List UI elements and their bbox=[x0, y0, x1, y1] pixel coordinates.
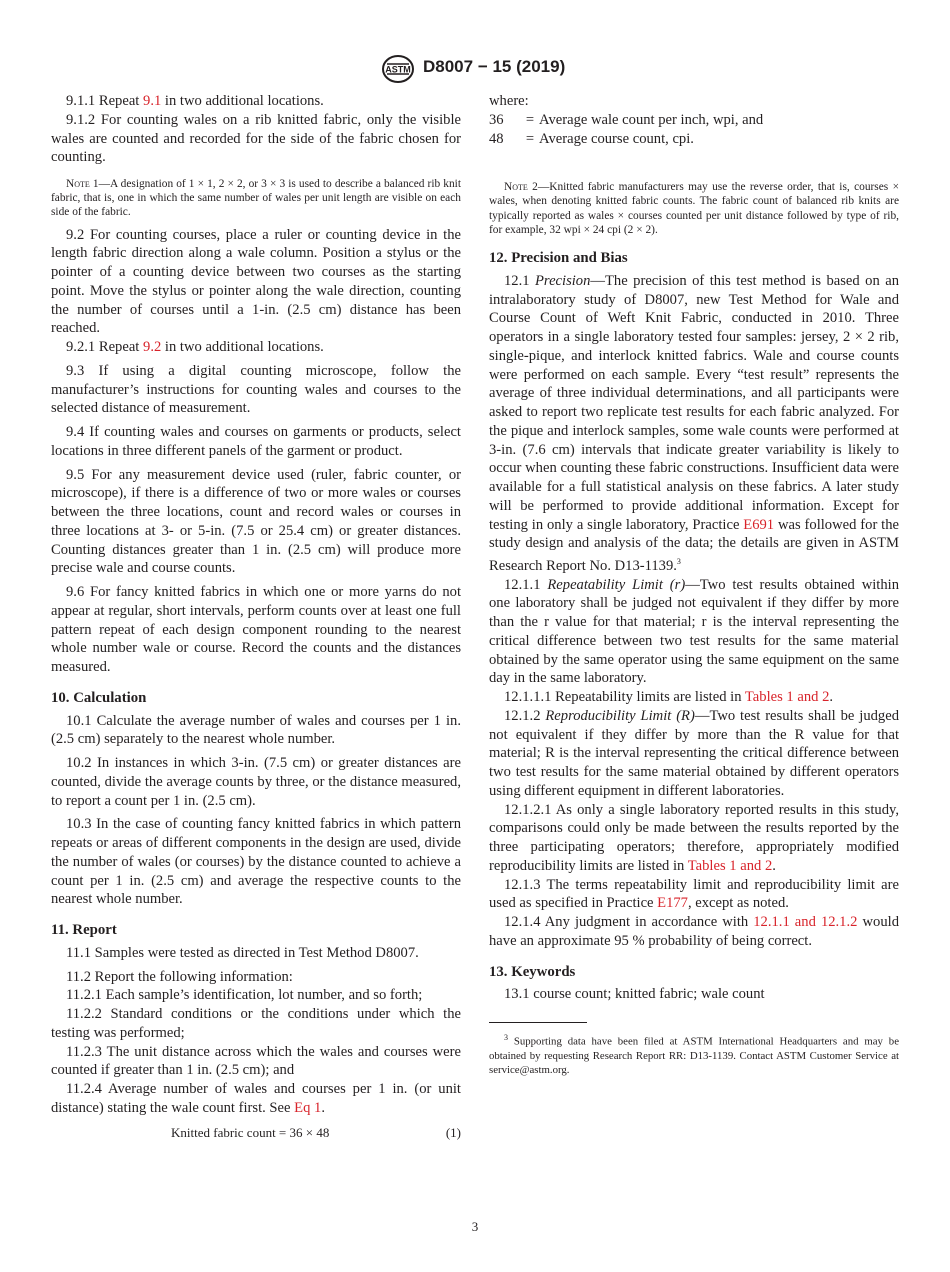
para-12-1-1-1: 12.1.1.1 Repeatability limits are listed in Tables 1 and 2. bbox=[504, 689, 834, 706]
logo-text: ASTM bbox=[385, 64, 411, 75]
para-12-1-1: 12.1.1 Repeatability Limit (r)—Two test results obtained within one laboratory shall be judged not equivalent if they differ by more than the r value for that material; r is the interval representing the critical difference between two test results for the same material obtained by the same operator using the same equipment on the same day in the same laboratory. bbox=[489, 576, 899, 687]
where-label: where: bbox=[489, 93, 529, 109]
heading-keywords: 13. Keywords bbox=[489, 963, 576, 980]
para-13-1: 13.1 course count; knitted fabric; wale count bbox=[504, 986, 765, 1003]
link-e691[interactable]: E691 bbox=[743, 516, 775, 533]
link-12-1-1[interactable]: 12.1.1 and 12.1.2 bbox=[753, 914, 858, 931]
para-9-1-1: 9.1.1 Repeat 9.1 in two additional locations. bbox=[66, 93, 324, 109]
astm-logo-icon bbox=[381, 54, 415, 84]
link-tables[interactable]: Tables 1 and 2 bbox=[744, 689, 830, 706]
link-9-2[interactable]: 9.2 bbox=[143, 339, 162, 356]
note-1: Note 1—A designation of 1 × 1, 2 × 2, or 3 × 3 is used to describe a balanced rib knit fabric, that is, one in which the same number of wales per unit length are visible on each side of the fabric. bbox=[51, 178, 461, 219]
para-10-2: 10.2 In instances in which 3-in. (7.5 cm) or greater distances are counted, divide the average counts by three, or the distance measured, to report a count per 1 in. (2.5 cm). bbox=[51, 755, 461, 809]
para-12-1: 12.1 Precision—The precision of this test method is based on an intralaboratory study of D8007, new Test Method for Wale and Course Count of Weft Knit Fabric, conducted in 2010. Three operators in a single laboratory tested four samples: jersey, 2 × 2 rib, single-pique, and interlock knitted fabrics. Wale and course counts were performed on each sample. Every “test result” represents the average of three individual determinations, and all participants were asked to report two replicate test results for each fabric analyzed. For the pique and interlock samples, some wale counts were performed at 3-in. (7.6 cm) intervals that indicate greater variability is likely to occur when counting these fabric constructions. Insufficient data were available for a full statistical analysis on these fabrics. A later study will be performed to provide additional information. Except for testing in only a single laboratory, Practice E691 was followed for the study design and analysis of the data; the details are given in ASTM Research Report No. D13-1139.$^3$ bbox=[489, 272, 899, 574]
page-number: 3 bbox=[471, 1219, 479, 1234]
para-11-2-4: 11.2.4 Average number of wales and courses per 1 in. (or unit distance) stating the wale count first. See Eq 1. bbox=[51, 1081, 461, 1116]
page-header bbox=[0, 56, 950, 84]
equation-expression: Knitted fabric count = 36 × 48 bbox=[171, 1124, 330, 1140]
link-e177[interactable]: E177 bbox=[657, 895, 688, 912]
para-10-3: 10.3 In the case of counting fancy knitted fabrics in which pattern repeats or areas of different components in the design are used, divide the number of wales (or courses) by the distance counted to achieve a count per 1 in. (2.5 cm) and average the respective counts to the nearest whole number. bbox=[51, 816, 461, 908]
link-9-1[interactable]: 9.1 bbox=[143, 93, 162, 109]
right-column bbox=[489, 92, 899, 1077]
para-9-2: 9.2 For counting courses, place a ruler or counting device in the length fabric direction along a wale column. Position a stylus or the pointer of a counting device between two courses as the starting point. Move the stylus or pointer along the wale direction, counting the number of courses until a 1-in. (2.5 cm) distance has been reached. bbox=[51, 226, 461, 337]
para-12-1-3: 12.1.3 The terms repeatability limit and reproducibility limit are used as specified in Practice E177, except as noted. bbox=[489, 876, 899, 912]
para-9-6: 9.6 For fancy knitted fabrics in which one or more yarns do not appear at regular, short intervals, perform counts over at least one full pattern repeat of each design component rounding to the nearest whole number wale or course. Record the counts and the distances measured. bbox=[51, 584, 461, 676]
footnote-ref: 3 bbox=[676, 557, 681, 567]
para-12-1-2: 12.1.2 Reproducibility Limit (R)—Two test results shall be judged not equivalent if they differ by more than the R value for that material; R is the interval representing the critical difference between two test results for the same material obtained by different operators using different equipment in different laboratories. bbox=[489, 707, 899, 799]
note-2: Note 2—Knitted fabric manufacturers may use the reverse order, that is, courses × wales, when denoting knitted fabric counts. The fabric count of balanced rib knits are typically reported as wales × courses counted per unit distance followed by type of rib, for example, 32 wpi × 24 cpi (2 × 2). bbox=[489, 181, 899, 236]
standard-designation: D8007 − 15 (2019) bbox=[423, 57, 566, 76]
heading-report: 11. Report bbox=[51, 922, 117, 939]
para-12-1-2-1: 12.1.2.1 As only a single laboratory reported results in this study, comparisons could only be made between the results reported by the three participating operators; therefore, appropriately modified reproducibility limits are listed in Tables 1 and 2. bbox=[489, 801, 899, 874]
equation-number: (1) bbox=[445, 1124, 461, 1140]
para-9-3: 9.3 If using a digital counting microscope, follow the manufacturer’s instructions for counting wales and courses to the selected distance of measurement. bbox=[51, 362, 461, 417]
link-tables[interactable]: Tables 1 and 2 bbox=[687, 857, 773, 874]
para-11-1: 11.1 Samples were tested as directed in Test Method D8007. bbox=[66, 944, 419, 961]
para-10-1: 10.1 Calculate the average number of wales and courses per 1 in. (2.5 cm) separately to the nearest whole number. bbox=[51, 712, 461, 748]
left-column bbox=[51, 92, 461, 1144]
footnote-divider bbox=[489, 1022, 587, 1023]
heading-precision-bias: 12. Precision and Bias bbox=[489, 250, 628, 267]
para-11-2-2: 11.2.2 Standard conditions or the conditions under which the testing was performed; bbox=[51, 1006, 461, 1041]
para-11-2-3: 11.2.3 The unit distance across which the wales and courses were counted if greater than 1 in. (2.5 cm); and bbox=[51, 1043, 461, 1079]
variable-definition: 48 = Average course count, cpi. bbox=[489, 130, 694, 147]
heading-calculation: 10. Calculation bbox=[51, 689, 147, 706]
equation-1 bbox=[51, 1124, 461, 1144]
para-11-2: 11.2 Report the following information: bbox=[66, 968, 293, 985]
link-eq-1[interactable]: Eq 1 bbox=[294, 1099, 322, 1116]
footnote-3: $^3$ Supporting data have been filed at ASTM International Headquarters and may be obtained by requesting Research Report RR: D13-1139. Contact ASTM Customer Service at service@astm.org. bbox=[489, 1033, 899, 1077]
variable-definition: 36 = Average wale count per inch, wpi, and bbox=[489, 111, 764, 128]
para-12-1-4: 12.1.4 Any judgment in accordance with 12.1.1 and 12.1.2 would have an approximate 95 % probability of being correct. bbox=[489, 914, 899, 949]
para-9-1-2: 9.1.2 For counting wales on a rib knitted fabric, only the visible wales are counted and recorded for the side of the fabric chosen for counting. bbox=[51, 111, 461, 166]
para-9-2-1: 9.2.1 Repeat 9.2 in two additional locations. bbox=[66, 339, 324, 356]
para-11-2-1: 11.2.1 Each sample’s identification, lot number, and so forth; bbox=[66, 987, 423, 1004]
para-9-4: 9.4 If counting wales and courses on garments or products, select locations in three different panels of the garment or product. bbox=[51, 424, 461, 459]
para-9-5: 9.5 For any measurement device used (ruler, fabric counter, or microscope), if there is a difference of two or more wales or courses between the three locations, count and record wales or courses in three locations at 3- or 5-in. (7.5 or 25.4 cm) or greater distances. Counting distances greater than 1 in. (2.5 cm) will produce more precise wale and course counts. bbox=[51, 466, 461, 577]
